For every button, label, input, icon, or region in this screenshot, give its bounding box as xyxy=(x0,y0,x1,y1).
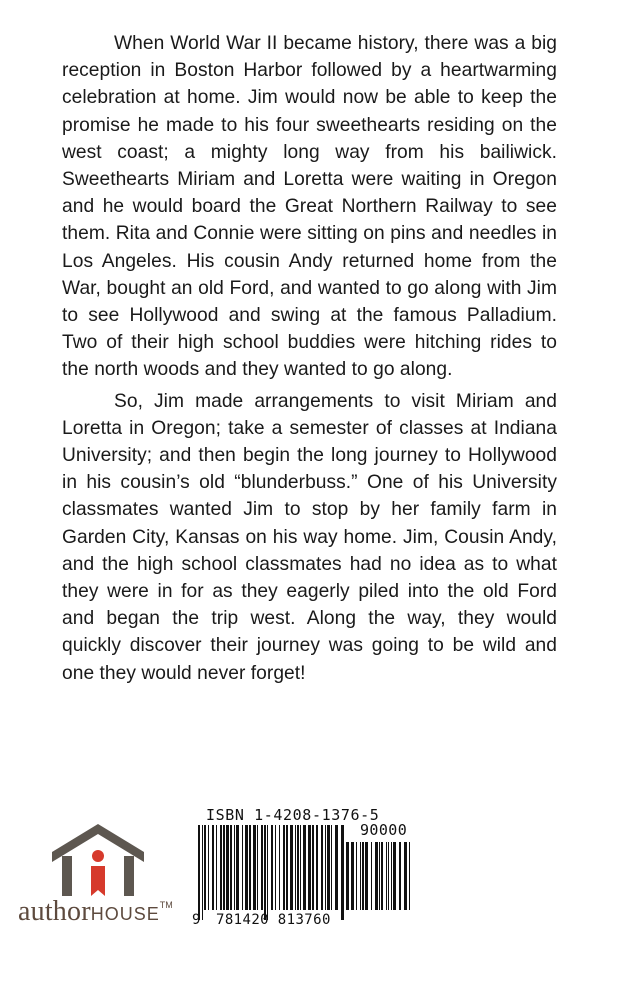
barcode-bar xyxy=(316,825,318,910)
barcode-bar xyxy=(362,842,364,910)
barcode-bar xyxy=(404,842,407,910)
barcode-bar xyxy=(356,842,357,910)
barcode-bar xyxy=(381,842,383,910)
barcode-bar xyxy=(335,825,338,910)
barcode-bar xyxy=(279,825,280,910)
barcode-bar xyxy=(283,825,285,910)
barcode-bar xyxy=(236,825,239,910)
barcode-digits: 781420 813760 xyxy=(216,912,331,928)
barcode-bars xyxy=(198,825,344,920)
barcode-bar xyxy=(399,842,401,910)
barcode-bar xyxy=(312,825,314,910)
barcode-bar xyxy=(198,825,200,920)
barcode-bar xyxy=(386,842,387,910)
publisher-name: authorHOUSE™ xyxy=(18,896,173,927)
barcode-bar xyxy=(371,842,372,910)
barcode-bar xyxy=(267,825,268,920)
barcode-bar xyxy=(212,825,214,910)
barcode-bar xyxy=(388,842,389,910)
barcode-bar xyxy=(360,842,361,910)
barcode-bar xyxy=(257,825,258,910)
back-cover-blurb xyxy=(62,30,557,691)
blurb-paragraph-1: When World War II became history, there was a big reception in Boston Harbor followed by a heartwarming celebration at home. Jim would now be able to keep the promise he made to his four sweethearts residing on the west coast; a mighty long way from his bailiwick. Sweethearts Miriam and Loretta were waiting in Oregon and he would board the Great Northern Railway to see them. Rita and Connie were sitting on pins and needles in Los Angeles. His cousin Andy returned home from the War, bought an old Ford, and wanted to go along with Jim to see Hollywood and swing at the famous Palladium. Two of their high school buddies were hitching rides to the north woods and they wanted to go along. xyxy=(62,33,557,381)
barcode-bar xyxy=(275,825,276,910)
barcode-bar xyxy=(327,825,330,910)
barcode-bar xyxy=(308,825,311,910)
barcode-bar xyxy=(351,842,354,910)
barcode-bar xyxy=(234,825,235,910)
publisher-logo xyxy=(18,818,188,928)
barcode-bar xyxy=(300,825,301,910)
addon-bars xyxy=(346,842,410,920)
blurb-paragraph-2: So, Jim made arrangements to visit Miriam and Loretta in Oregon; take a semester of classes at Indiana University; and then begin the long journey to Hollywood in his cousin’s old “blunderbuss.” One of his University classmates wanted Jim to stop by her family farm in Garden City, Kansas on his way home. Jim, Cousin Andy, and the high school classmates had no idea as to what they were in for as they eagerly piled into the old Ford and began the trip west. Along the way, they would quickly discover their journey was going to be wild and one they would never forget! xyxy=(62,390,557,684)
barcode-bar xyxy=(253,825,256,910)
addon-digits: 90000 xyxy=(360,821,408,839)
barcode-bar xyxy=(409,842,410,910)
barcode-bar xyxy=(391,842,392,910)
barcode-bar xyxy=(242,825,243,910)
barcode-bar xyxy=(249,825,251,910)
barcode-first-digit: 9 xyxy=(192,912,201,928)
barcode-bar xyxy=(346,842,349,910)
barcode-bar xyxy=(220,825,222,910)
isbn-barcode xyxy=(190,800,422,960)
barcode-bar xyxy=(321,825,323,910)
barcode-bar xyxy=(226,825,229,910)
barcode-bar xyxy=(303,825,306,910)
barcode-bar xyxy=(202,825,203,920)
barcode-bar xyxy=(230,825,232,910)
barcode-bar xyxy=(245,825,248,910)
barcode-bar xyxy=(223,825,225,910)
barcode-bar xyxy=(325,825,326,910)
barcode-bar xyxy=(365,842,368,910)
barcode-bar xyxy=(331,825,332,910)
house-with-person-icon xyxy=(48,818,148,898)
barcode-bar xyxy=(286,825,288,910)
barcode-bar xyxy=(375,842,378,910)
barcode-bar xyxy=(264,825,266,920)
barcode-bar xyxy=(204,825,206,910)
barcode-bar xyxy=(271,825,273,910)
barcode-bar xyxy=(393,842,396,910)
barcode-bar xyxy=(297,825,299,910)
barcode-bar xyxy=(295,825,296,910)
barcode-bar xyxy=(216,825,217,910)
barcode-bar xyxy=(379,842,380,910)
barcode-bar xyxy=(290,825,293,910)
barcode-bar xyxy=(208,825,209,910)
barcode-bar xyxy=(261,825,263,910)
isbn-label: ISBN 1-4208-1376-5 xyxy=(206,806,380,824)
barcode-bar xyxy=(341,825,344,920)
